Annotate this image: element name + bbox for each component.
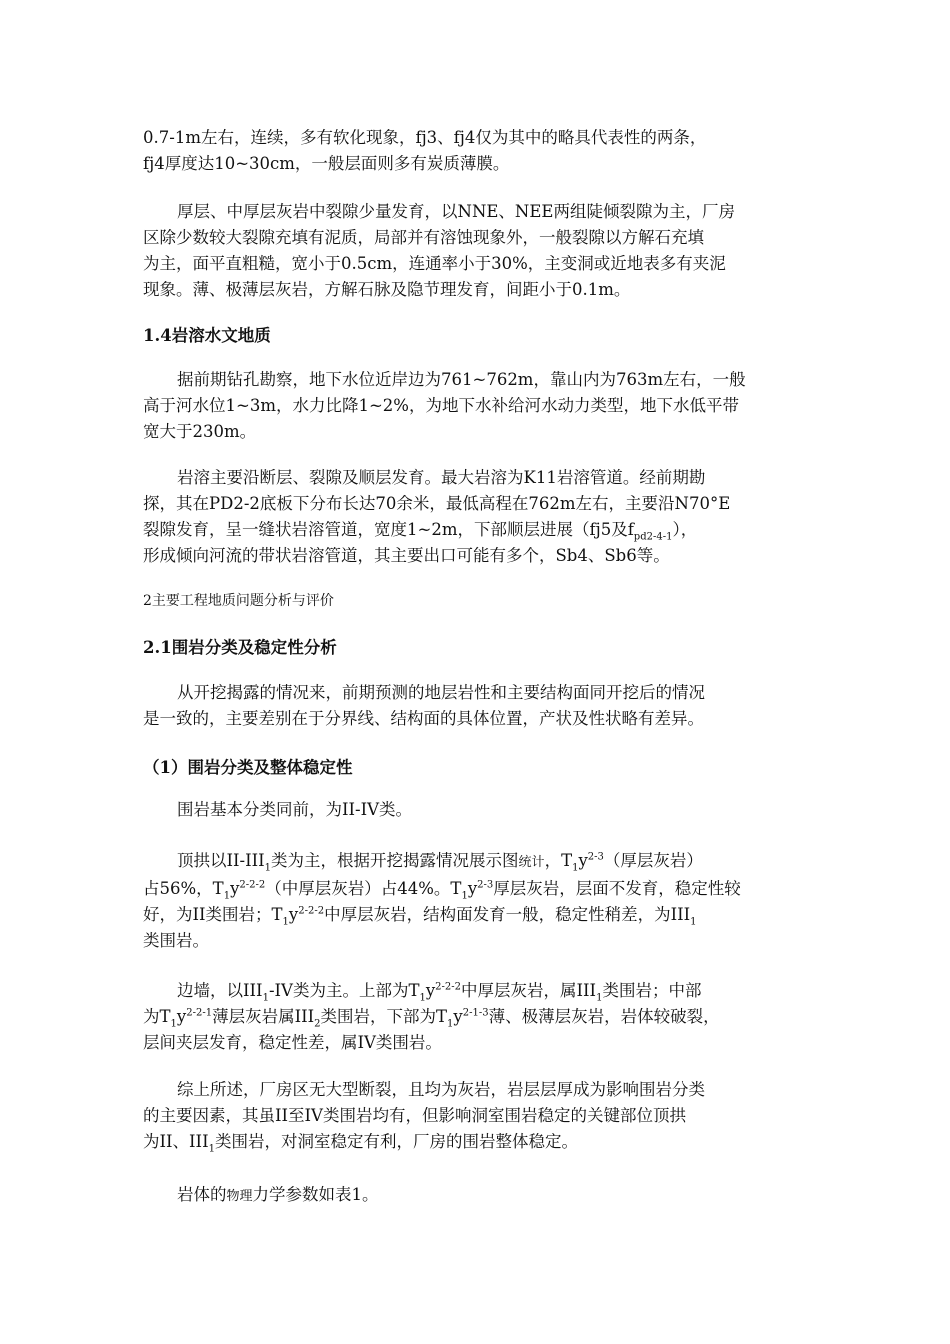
text-run: 类围岩，下部为T (320, 1007, 448, 1026)
text-run: 为T (143, 1007, 171, 1026)
subscript: 1 (447, 1018, 454, 1030)
superscript: 2-1-3 (462, 1007, 489, 1019)
subscript: pd2-4-1 (633, 531, 673, 543)
text-line: 的主要因素，其虽II至IV类围岩均有，但影响洞室围岩稳定的关键部位顶拱 (143, 1106, 686, 1125)
text-line (143, 1182, 807, 1210)
paragraph-excavation (143, 680, 807, 732)
superscript: 2-2-2 (298, 905, 325, 917)
subscript: 1 (208, 1143, 215, 1155)
text-line: 是一致的，主要差别在于分界线、结构面的具体位置，产状及性状略有差异。 (143, 709, 704, 728)
text-run: y (453, 1007, 463, 1026)
superscript: 2-2-2 (435, 981, 462, 993)
text-line: 类围岩。 (143, 931, 209, 950)
text-run: 占56%，T (143, 879, 224, 898)
text-run: 岩体的 (177, 1185, 227, 1204)
text-line (143, 1004, 807, 1030)
heading-rock-classification: （1）围岩分类及整体稳定性 (143, 758, 353, 777)
text-run: 边墙，以III (177, 981, 263, 1000)
text-line (143, 517, 807, 543)
text-line: 综上所述，厂房区无大型断裂，且均为灰岩，岩层层厚成为影响围岩分类 (177, 1080, 705, 1099)
paragraph-summary (143, 1077, 807, 1155)
subscript: 1 (262, 992, 269, 1004)
heading-karst-hydrogeology: 1.4岩溶水文地质 (143, 326, 271, 345)
subscript: 1 (596, 992, 603, 1004)
text-run: y (578, 851, 588, 870)
text-run: y (230, 879, 240, 898)
text-run: -IV类为主。上部为T (268, 981, 420, 1000)
text-run: 类围岩；中部 (602, 981, 702, 1000)
text-line: 形成倾向河流的带状岩溶管道，其主要出口可能有多个，Sb4、Sb6等。 (143, 546, 670, 565)
superscript: 2-2-2 (239, 879, 266, 891)
text-run: y (288, 905, 299, 924)
paragraph-karst (143, 465, 807, 569)
paragraph-groundwater (143, 367, 807, 445)
paragraph-vault (143, 848, 807, 954)
text-line (143, 978, 807, 1004)
text-line: 探，其在PD2-2底板下分布长达70余米，最低高程在762m左右，主要沿N70°E (143, 494, 731, 513)
superscript: 2-2-1 (186, 1007, 213, 1019)
subscript: 1 (264, 862, 272, 874)
text-run: y (467, 879, 478, 898)
text-run: 为II、III (143, 1132, 209, 1151)
subscript: 1 (223, 890, 231, 902)
heading-section-2: 2主要工程地质问题分析与评价 (143, 593, 334, 609)
text-line (143, 848, 807, 876)
paragraph-basic-classification (143, 797, 807, 823)
text-run: 物理 (226, 1189, 253, 1204)
paragraph-fracture (143, 199, 807, 303)
text-run: 中厚层灰岩，属III (461, 981, 597, 1000)
text-line (143, 902, 807, 928)
text-line: 层间夹层发育，稳定性差，属IV类围岩。 (143, 1033, 442, 1052)
text-line: fj4厚度达10~30cm，一般层面则多有炭质薄膜。 (143, 154, 510, 173)
subscript: 1 (282, 916, 289, 928)
text-line: 高于河水位1~3m，水力比降1~2%，为地下水补给河水动力类型，地下水低平带 (143, 396, 739, 415)
text-line: 0.7-1m左右，连续，多有软化现象，fj3、fj4仅为其中的略具代表性的两条， (143, 128, 707, 147)
text-line: 宽大于230m。 (143, 422, 257, 441)
text-line: 厚层、中厚层灰岩中裂隙少量发育，以NNE、NEE两组陡倾裂隙为主，厂房 (177, 202, 735, 221)
text-line: 从开挖揭露的情况来，前期预测的地层岩性和主要结构面同开挖后的情况 (177, 683, 705, 702)
text-run: （中厚层灰岩）占44%。T (265, 879, 462, 898)
paragraph-wall (143, 978, 807, 1056)
text-run: y (176, 1007, 187, 1026)
text-run: 类为主，根据开挖揭露情况展示图 (271, 851, 519, 870)
subscript: 2 (314, 1018, 321, 1030)
text-line: 岩溶主要沿断层、裂隙及顺层发育。最大岩溶为K11岩溶管道。经前期勘 (177, 468, 706, 487)
paragraph-table-reference (143, 1182, 807, 1210)
text-run: 中厚层灰岩，结构面发育一般，稳定性稍差，为III (324, 905, 691, 924)
text-line: 据前期钻孔勘察，地下水位近岸边为761~762m，靠山内为763m左右，一般 (177, 370, 746, 389)
text-run: 厚层灰岩，层面不发育，稳定性较 (493, 879, 741, 898)
text-line: 区除少数较大裂隙充填有泥质，局部并有溶蚀现象外，一般裂隙以方解石充填 (143, 228, 704, 247)
text-run: 统计 (518, 855, 545, 870)
text-line: 为主，面平直粗糙，宽小于0.5cm，连通率小于30%，主变洞或近地表多有夹泥 (143, 254, 726, 273)
text-line (143, 1129, 807, 1155)
text-run: 薄、极薄层灰岩，岩体较破裂， (488, 1007, 720, 1026)
subscript: 1 (690, 916, 697, 928)
subscript: 1 (572, 862, 579, 874)
text-run: 顶拱以II-III (177, 851, 265, 870)
subscript: 1 (170, 1018, 177, 1030)
superscript: 2-3 (477, 879, 494, 891)
text-run: 薄层灰岩属III (212, 1007, 315, 1026)
text-line: 围岩基本分类同前，为II-IV类。 (177, 800, 413, 819)
text-run: 裂隙发育，呈一缝状岩溶管道，宽度1~2m，下部顺层进展（fj5及f (143, 520, 634, 539)
subscript: 1 (419, 992, 426, 1004)
text-run: y (425, 981, 436, 1000)
text-line (143, 876, 807, 902)
text-run: 类围岩，对洞室稳定有利，厂房的围岩整体稳定。 (214, 1132, 578, 1151)
text-line: 现象。薄、极薄层灰岩，方解石脉及隐节理发育，间距小于0.1m。 (143, 280, 631, 299)
text-run: 好，为II类围岩；T (143, 905, 283, 924)
text-run: （厚层灰岩） (603, 851, 703, 870)
heading-section-2-1: 2.1围岩分类及稳定性分析 (143, 638, 337, 657)
text-run: 力学参数如表1。 (252, 1185, 379, 1204)
text-run: ）， (672, 520, 698, 539)
text-run: ，T (544, 851, 573, 870)
subscript: 1 (461, 890, 468, 902)
superscript: 2-3 (587, 851, 604, 863)
paragraph-joint-description (143, 125, 807, 177)
